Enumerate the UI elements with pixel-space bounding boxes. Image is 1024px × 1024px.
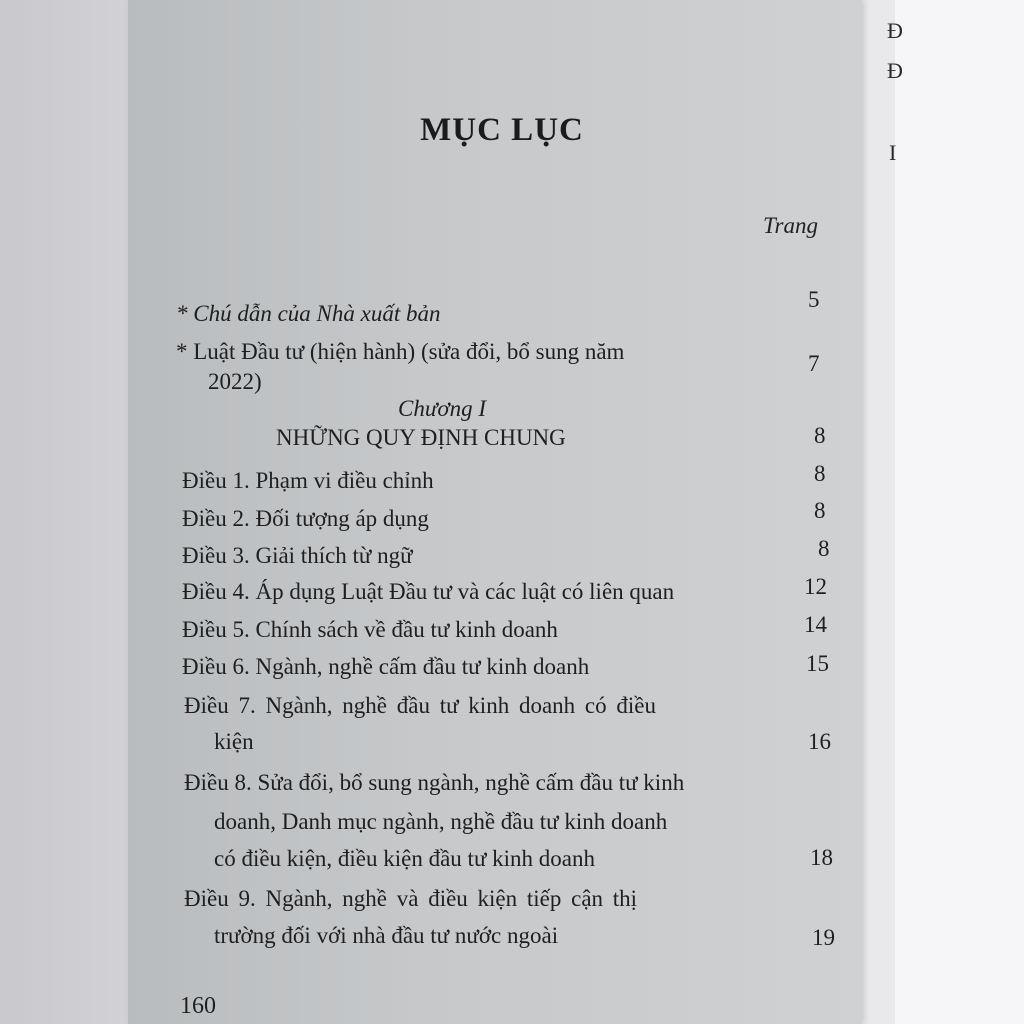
toc-entry-continuation: có điều kiện, điều kiện đầu tư kinh doanh: [214, 846, 596, 871]
toc-entry-continuation: 2022): [208, 369, 262, 394]
toc-page-number: 15: [806, 651, 829, 676]
toc-entry: Điều 5. Chính sách về đầu tư kinh doanh: [182, 617, 558, 642]
toc-page: [128, 0, 862, 1024]
toc-entry-continuation: kiện: [214, 729, 254, 754]
next-page: [887, 0, 1024, 1024]
chapter-label: Chương I: [398, 396, 487, 421]
toc-page-number: 8: [814, 461, 826, 486]
toc-entry: * Luật Đầu tư (hiện hành) (sửa đổi, bổ sung năm: [176, 339, 625, 364]
chapter-title: NHỮNG QUY ĐỊNH CHUNG: [276, 425, 566, 450]
page-number-footer: 160: [180, 993, 216, 1019]
toc-entry-continuation: doanh, Danh mục ngành, nghề đầu tư kinh doanh: [214, 809, 668, 834]
toc-page-number: 8: [814, 423, 826, 448]
toc-entry: Điều 7. Ngành, nghề đầu tư kinh doanh có điều: [184, 693, 656, 718]
toc-page-number: 19: [812, 925, 835, 950]
toc-entry: * Chú dẫn của Nhà xuất bản: [176, 301, 441, 326]
toc-page-number: 12: [804, 574, 827, 599]
toc-page-number: 16: [808, 729, 831, 754]
toc-page-number: 7: [808, 351, 820, 376]
next-page-glyph: Đ: [887, 58, 903, 83]
toc-entry: Điều 6. Ngành, nghề cấm đầu tư kinh doanh: [182, 654, 590, 679]
next-page-glyph: Đ: [887, 18, 903, 43]
toc-entry: Điều 3. Giải thích từ ngữ: [182, 543, 413, 568]
toc-entry: Điều 2. Đối tượng áp dụng: [182, 506, 429, 531]
toc-entry-continuation: trường đối với nhà đầu tư nước ngoài: [214, 923, 559, 948]
toc-entry: Điều 8. Sửa đổi, bổ sung ngành, nghề cấm đầu tư kinh: [184, 770, 685, 795]
toc-entry: Điều 9. Ngành, nghề và điều kiện tiếp cận thị: [184, 886, 638, 911]
toc-page-number: 14: [804, 612, 827, 637]
toc-page-number: 8: [818, 536, 830, 561]
page-title: MỤC LỤC: [420, 112, 584, 148]
toc-entry: Điều 1. Phạm vi điều chỉnh: [182, 468, 434, 493]
background-surface: [0, 0, 128, 1024]
next-page-glyph: I: [889, 140, 897, 165]
toc-entry: Điều 4. Áp dụng Luật Đầu tư và các luật có liên quan: [182, 579, 675, 604]
toc-page-number: 18: [810, 845, 833, 870]
page-column-label: Trang: [763, 213, 818, 238]
toc-page-number: 8: [814, 498, 826, 523]
toc-page-number: 5: [808, 287, 820, 312]
